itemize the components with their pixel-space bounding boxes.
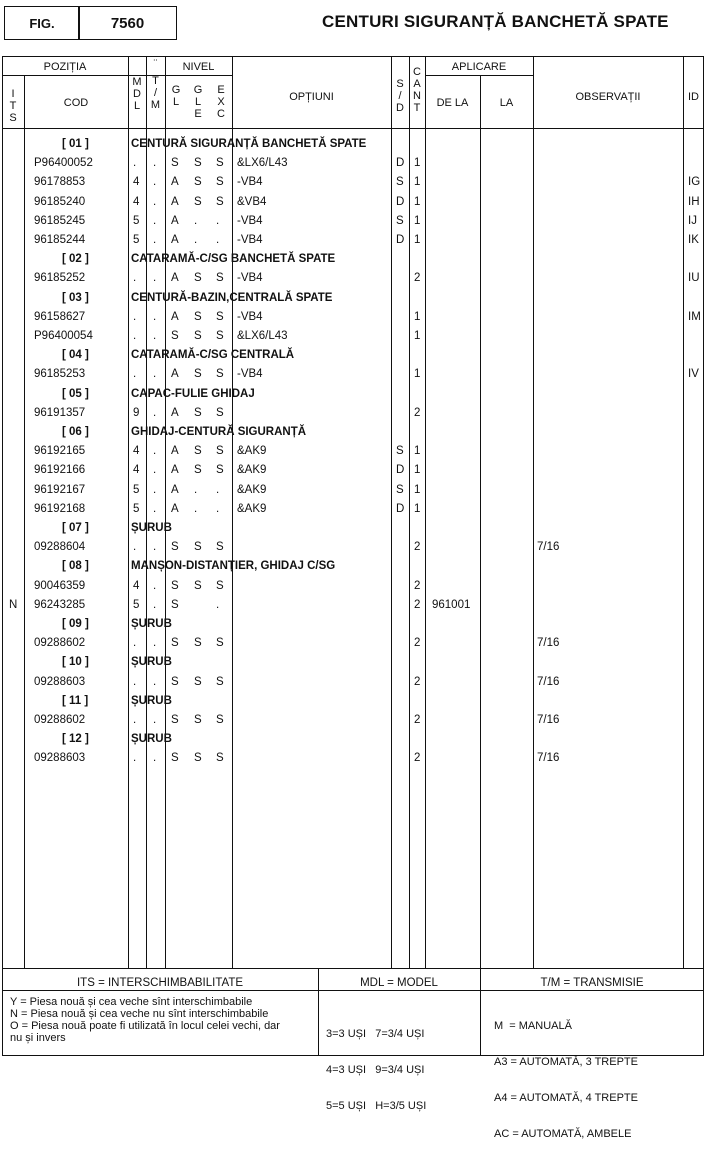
cell-cant: 2 [414, 598, 421, 611]
cell-cant: 1 [414, 445, 421, 458]
cell-gl: A [171, 464, 179, 477]
cell-opt: -VB4 [237, 234, 263, 246]
section-position: [ 01 ] [62, 138, 89, 150]
section-position: [ 06 ] [62, 426, 89, 438]
legend-tm-title: T/M = TRANSMISIE [540, 977, 644, 989]
col-optiuni: OPȚIUNI [289, 91, 334, 103]
cell-gl: S [171, 598, 179, 611]
section-position: [ 08 ] [62, 560, 89, 573]
cell-opt: &AK9 [237, 502, 267, 515]
cell-cod: 96192167 [34, 483, 86, 496]
cell-gle: S [194, 330, 202, 342]
cell-sd: D [396, 157, 405, 170]
cell-id: IJ [688, 214, 697, 227]
section-name: CENTURĂ SIGURANȚĂ BANCHETĂ SPATE [131, 138, 367, 150]
cell-mdl: . [133, 368, 137, 381]
cell-cant: 2 [414, 541, 421, 554]
cell-gl: S [171, 330, 179, 342]
cell-cant: 2 [414, 675, 421, 688]
col-id: ID [688, 91, 699, 103]
section-name: MANȘON-DISTANȚIER, GHIDAJ C/SG [131, 560, 336, 573]
cell-exc: . [216, 483, 220, 496]
table-row [0, 308, 706, 327]
cell-sd: S [396, 214, 404, 227]
cell-mdl: 4 [133, 445, 140, 458]
cell-sd: S [396, 483, 404, 496]
table-row [0, 596, 706, 615]
cell-tm: . [153, 579, 157, 592]
table-row [0, 173, 706, 192]
cell-cod: 09288603 [34, 752, 86, 765]
cell-mdl: . [133, 157, 137, 170]
cell-gl: A [171, 502, 179, 515]
section-name: ȘURUB [131, 733, 172, 746]
section-row [0, 692, 706, 711]
cell-mdl: 9 [133, 406, 140, 419]
cell-obs: 7/16 [537, 714, 560, 726]
cell-tm: . [153, 598, 157, 611]
cell-its: N [9, 598, 18, 611]
section-position: [ 09 ] [62, 618, 89, 630]
table-row [0, 577, 706, 596]
table-row [0, 231, 706, 250]
cell-cod: 96158627 [34, 310, 86, 323]
cell-cod: 96191357 [34, 406, 86, 419]
cell-exc: S [216, 330, 224, 342]
section-row [0, 346, 706, 365]
cell-tm: . [153, 368, 157, 381]
col-its: I T S [9, 88, 17, 124]
col-observatii: OBSERVAȚII [575, 91, 641, 103]
cell-gle: . [194, 502, 198, 515]
section-row [0, 289, 706, 308]
cell-tm: . [153, 214, 157, 227]
cell-cant: 1 [414, 464, 421, 477]
cell-gle: S [194, 637, 202, 650]
cell-gle: S [194, 176, 202, 189]
table-row [0, 538, 706, 557]
cell-cant: 1 [414, 214, 421, 227]
cell-gle: S [194, 368, 202, 381]
table-row [0, 711, 706, 730]
cell-cod: P96400052 [34, 157, 93, 170]
table-row [0, 327, 706, 346]
section-row [0, 250, 706, 269]
col-cod: COD [63, 97, 89, 109]
cell-gl: A [171, 483, 179, 496]
cell-tm: . [153, 176, 157, 189]
cell-gl: A [171, 406, 179, 419]
cell-exc: S [216, 368, 224, 381]
cell-cant: 1 [414, 330, 421, 342]
cell-opt: &LX6/L43 [237, 330, 288, 342]
cell-cod: 09288602 [34, 714, 86, 726]
section-row [0, 557, 706, 576]
section-position: [ 02 ] [62, 253, 89, 266]
cell-sd: S [396, 445, 404, 458]
section-name: ȘURUB [131, 656, 172, 669]
col-pozitia: POZIȚIA [43, 61, 87, 73]
cell-gle: . [194, 214, 198, 227]
cell-mdl: . [133, 541, 137, 554]
section-position: [ 10 ] [62, 656, 89, 669]
table-row [0, 269, 706, 288]
cell-opt: &AK9 [237, 464, 267, 477]
section-position: [ 03 ] [62, 291, 89, 304]
section-position: [ 07 ] [62, 522, 89, 534]
cell-cant: 1 [414, 195, 421, 208]
section-row [0, 135, 706, 154]
section-row [0, 385, 706, 404]
cell-gl: A [171, 176, 179, 189]
cell-obs: 7/16 [537, 675, 560, 688]
cell-tm: . [153, 195, 157, 208]
cell-gl: S [171, 157, 179, 170]
cell-tm: . [153, 483, 157, 496]
cell-gl: S [171, 675, 179, 688]
cell-exc: S [216, 541, 224, 554]
cell-opt: &AK9 [237, 445, 267, 458]
cell-gle: S [194, 714, 202, 726]
cell-obs: 7/16 [537, 637, 560, 650]
section-name: CENTURĂ-BAZIN,CENTRALĂ SPATE [131, 291, 333, 304]
cell-mdl: . [133, 714, 137, 726]
cell-exc: . [216, 502, 220, 515]
cell-gle: S [194, 675, 202, 688]
cell-opt: &VB4 [237, 195, 267, 208]
cell-exc: . [216, 234, 220, 246]
cell-cant: 2 [414, 272, 421, 285]
cell-cod: 96185244 [34, 234, 86, 246]
cell-gle: S [194, 579, 202, 592]
cell-cant: 1 [414, 157, 421, 170]
cell-exc: S [216, 714, 224, 726]
cell-gl: A [171, 272, 179, 285]
cell-exc: S [216, 176, 224, 189]
cell-cant: 1 [414, 234, 421, 246]
cell-id: IH [688, 195, 700, 208]
section-row [0, 653, 706, 672]
cell-cod: 09288602 [34, 637, 86, 650]
cell-cod: 90046359 [34, 579, 86, 592]
cell-tm: . [153, 541, 157, 554]
col-tm: ¨ T / M [150, 58, 161, 111]
cell-sd: D [396, 234, 405, 246]
cell-mdl: . [133, 675, 137, 688]
col-nivel: NIVEL [182, 61, 215, 73]
col-mdl: M D L [132, 76, 142, 112]
section-name: ȘURUB [131, 694, 172, 707]
cell-mdl: . [133, 637, 137, 650]
table-row [0, 404, 706, 423]
cell-mdl: . [133, 752, 137, 765]
cell-cod: 09288604 [34, 541, 86, 554]
table-row [0, 193, 706, 212]
cell-gle: S [194, 272, 202, 285]
legend-mdl-lines: 3=3 UȘI 7=3/4 UȘI 4=3 UȘI 9=3/4 UȘI 5=5 UȘI H=3/5 UȘI [326, 1028, 427, 1112]
table-row [0, 634, 706, 653]
cell-opt: -VB4 [237, 176, 263, 189]
cell-exc: S [216, 579, 224, 592]
cell-cod: 96192168 [34, 502, 86, 515]
col-cant: C A N T [413, 66, 421, 114]
section-position: [ 05 ] [62, 387, 89, 400]
cell-tm: . [153, 157, 157, 170]
table-row [0, 154, 706, 173]
cell-gl: S [171, 541, 179, 554]
cell-gle: S [194, 752, 202, 765]
cell-mdl: 5 [133, 598, 140, 611]
cell-mdl: . [133, 272, 137, 285]
cell-sd: D [396, 464, 405, 477]
section-name: GHIDAJ-CENTURĂ SIGURANȚĂ [131, 426, 307, 438]
cell-gle: . [194, 234, 198, 246]
cell-exc: S [216, 157, 224, 170]
cell-tm: . [153, 310, 157, 323]
cell-cod: 96192166 [34, 464, 86, 477]
cell-cod: 96178853 [34, 176, 86, 189]
cell-exc: . [216, 214, 220, 227]
fig-label: FIG. [29, 15, 55, 31]
cell-mdl: . [133, 330, 137, 342]
section-row [0, 423, 706, 442]
cell-cod: 96185245 [34, 214, 86, 227]
cell-cant: 1 [414, 483, 421, 496]
cell-cod: P96400054 [34, 330, 93, 342]
cell-opt: -VB4 [237, 310, 263, 323]
cell-sd: D [396, 195, 405, 208]
cell-tm: . [153, 406, 157, 419]
section-name: CATARAMĂ-C/SG CENTRALĂ [131, 349, 295, 362]
table-row [0, 442, 706, 461]
cell-sd: D [396, 502, 405, 515]
section-name: ȘURUB [131, 522, 172, 534]
cell-tm: . [153, 445, 157, 458]
cell-mdl: 5 [133, 483, 140, 496]
cell-id: IM [688, 310, 701, 323]
cell-gle: S [194, 406, 202, 419]
cell-cant: 2 [414, 752, 421, 765]
cell-mdl: 5 [133, 234, 140, 246]
section-row [0, 615, 706, 634]
cell-exc: . [216, 598, 220, 611]
col-gl: G L [171, 84, 181, 108]
cell-tm: . [153, 637, 157, 650]
cell-gl: S [171, 714, 179, 726]
table-row [0, 461, 706, 480]
section-position: [ 12 ] [62, 733, 89, 746]
table-row [0, 365, 706, 384]
cell-gl: A [171, 234, 179, 246]
cell-cant: 2 [414, 714, 421, 726]
table-row [0, 500, 706, 519]
cell-opt: -VB4 [237, 368, 263, 381]
cell-cant: 2 [414, 637, 421, 650]
cell-id: IG [688, 176, 701, 189]
section-position: [ 11 ] [62, 694, 89, 707]
cell-dela: 961001 [432, 598, 471, 611]
col-la: LA [499, 97, 514, 109]
cell-cant: 1 [414, 176, 421, 189]
cell-cod: 96185252 [34, 272, 86, 285]
cell-exc: S [216, 406, 224, 419]
cell-cod: 96185253 [34, 368, 86, 381]
legend-tm-lines: M = MANUALĂ A3 = AUTOMATĂ, 3 TREPTE A4 = AUTOMATĂ, 4 TREPTE AC = AUTOMATĂ, AMBELE [494, 1020, 638, 1140]
table-row [0, 481, 706, 500]
cell-gl: A [171, 368, 179, 381]
legend-mdl-title: MDL = MODEL [360, 977, 438, 989]
cell-obs: 7/16 [537, 752, 560, 765]
cell-gle: S [194, 310, 202, 323]
cell-mdl: 5 [133, 502, 140, 515]
cell-sd: S [396, 176, 404, 189]
cell-mdl: 5 [133, 214, 140, 227]
cell-exc: S [216, 310, 224, 323]
table-row [0, 212, 706, 231]
table-row [0, 749, 706, 768]
cell-cod: 96192165 [34, 445, 86, 458]
cell-exc: S [216, 272, 224, 285]
cell-cant: 2 [414, 579, 421, 592]
cell-tm: . [153, 272, 157, 285]
cell-gle: S [194, 195, 202, 208]
section-row [0, 730, 706, 749]
cell-id: IK [688, 234, 699, 246]
cell-cod: 96243285 [34, 598, 86, 611]
cell-id: IU [688, 272, 700, 285]
fig-number: 7560 [110, 14, 145, 32]
cell-exc: S [216, 675, 224, 688]
cell-exc: S [216, 464, 224, 477]
cell-exc: S [216, 445, 224, 458]
cell-gle: . [194, 483, 198, 496]
cell-gle: S [194, 445, 202, 458]
cell-mdl: 4 [133, 579, 140, 592]
section-name: ȘURUB [131, 618, 172, 630]
cell-exc: S [216, 195, 224, 208]
cell-gl: A [171, 310, 179, 323]
cell-id: IV [688, 368, 699, 381]
cell-gle: S [194, 464, 202, 477]
cell-opt: -VB4 [237, 272, 263, 285]
cell-cant: 2 [414, 406, 421, 419]
cell-tm: . [153, 234, 157, 246]
cell-tm: . [153, 752, 157, 765]
cell-cod: 09288603 [34, 675, 86, 688]
cell-tm: . [153, 675, 157, 688]
section-name: CAPAC-FULIE GHIDAJ [131, 387, 255, 400]
section-name: CATARAMĂ-C/SG BANCHETĂ SPATE [131, 253, 336, 266]
cell-tm: . [153, 464, 157, 477]
cell-cant: 1 [414, 368, 421, 381]
cell-opt: &AK9 [237, 483, 267, 496]
cell-mdl: 4 [133, 464, 140, 477]
cell-mdl: 4 [133, 176, 140, 189]
cell-mdl: 4 [133, 195, 140, 208]
cell-gle: S [194, 157, 202, 170]
cell-tm: . [153, 502, 157, 515]
cell-cod: 96185240 [34, 195, 86, 208]
cell-mdl: . [133, 310, 137, 323]
legend-its-lines: Y = Piesa nouă și cea veche sînt interschimbabile N = Piesa nouă și cea veche nu sînt interschimbabile O = Piesa nouă poate fi utilizată în locul celei vechi, dar nu și invers [10, 996, 280, 1044]
cell-exc: S [216, 752, 224, 765]
cell-cant: 1 [414, 502, 421, 515]
cell-gle: S [194, 541, 202, 554]
col-sd: S / D [396, 78, 404, 114]
cell-obs: 7/16 [537, 541, 560, 554]
cell-exc: S [216, 637, 224, 650]
table-row [0, 673, 706, 692]
cell-gl: S [171, 637, 179, 650]
cell-tm: . [153, 714, 157, 726]
cell-gl: A [171, 195, 179, 208]
cell-opt: -VB4 [237, 214, 263, 227]
cell-gl: A [171, 214, 179, 227]
col-exc: E X C [217, 84, 225, 120]
col-aplicare: APLICARE [451, 61, 507, 73]
cell-opt: &LX6/L43 [237, 157, 288, 170]
page-title: CENTURI SIGURANȚĂ BANCHETĂ SPATE [322, 12, 669, 31]
cell-gl: A [171, 445, 179, 458]
section-row [0, 519, 706, 538]
col-de-la: DE LA [436, 97, 469, 109]
col-gle: G L E [193, 84, 203, 120]
cell-gl: S [171, 579, 179, 592]
section-position: [ 04 ] [62, 349, 89, 362]
cell-gl: S [171, 752, 179, 765]
legend-its-title: ITS = INTERSCHIMBABILITATE [76, 977, 244, 989]
cell-tm: . [153, 330, 157, 342]
cell-cant: 1 [414, 310, 421, 323]
